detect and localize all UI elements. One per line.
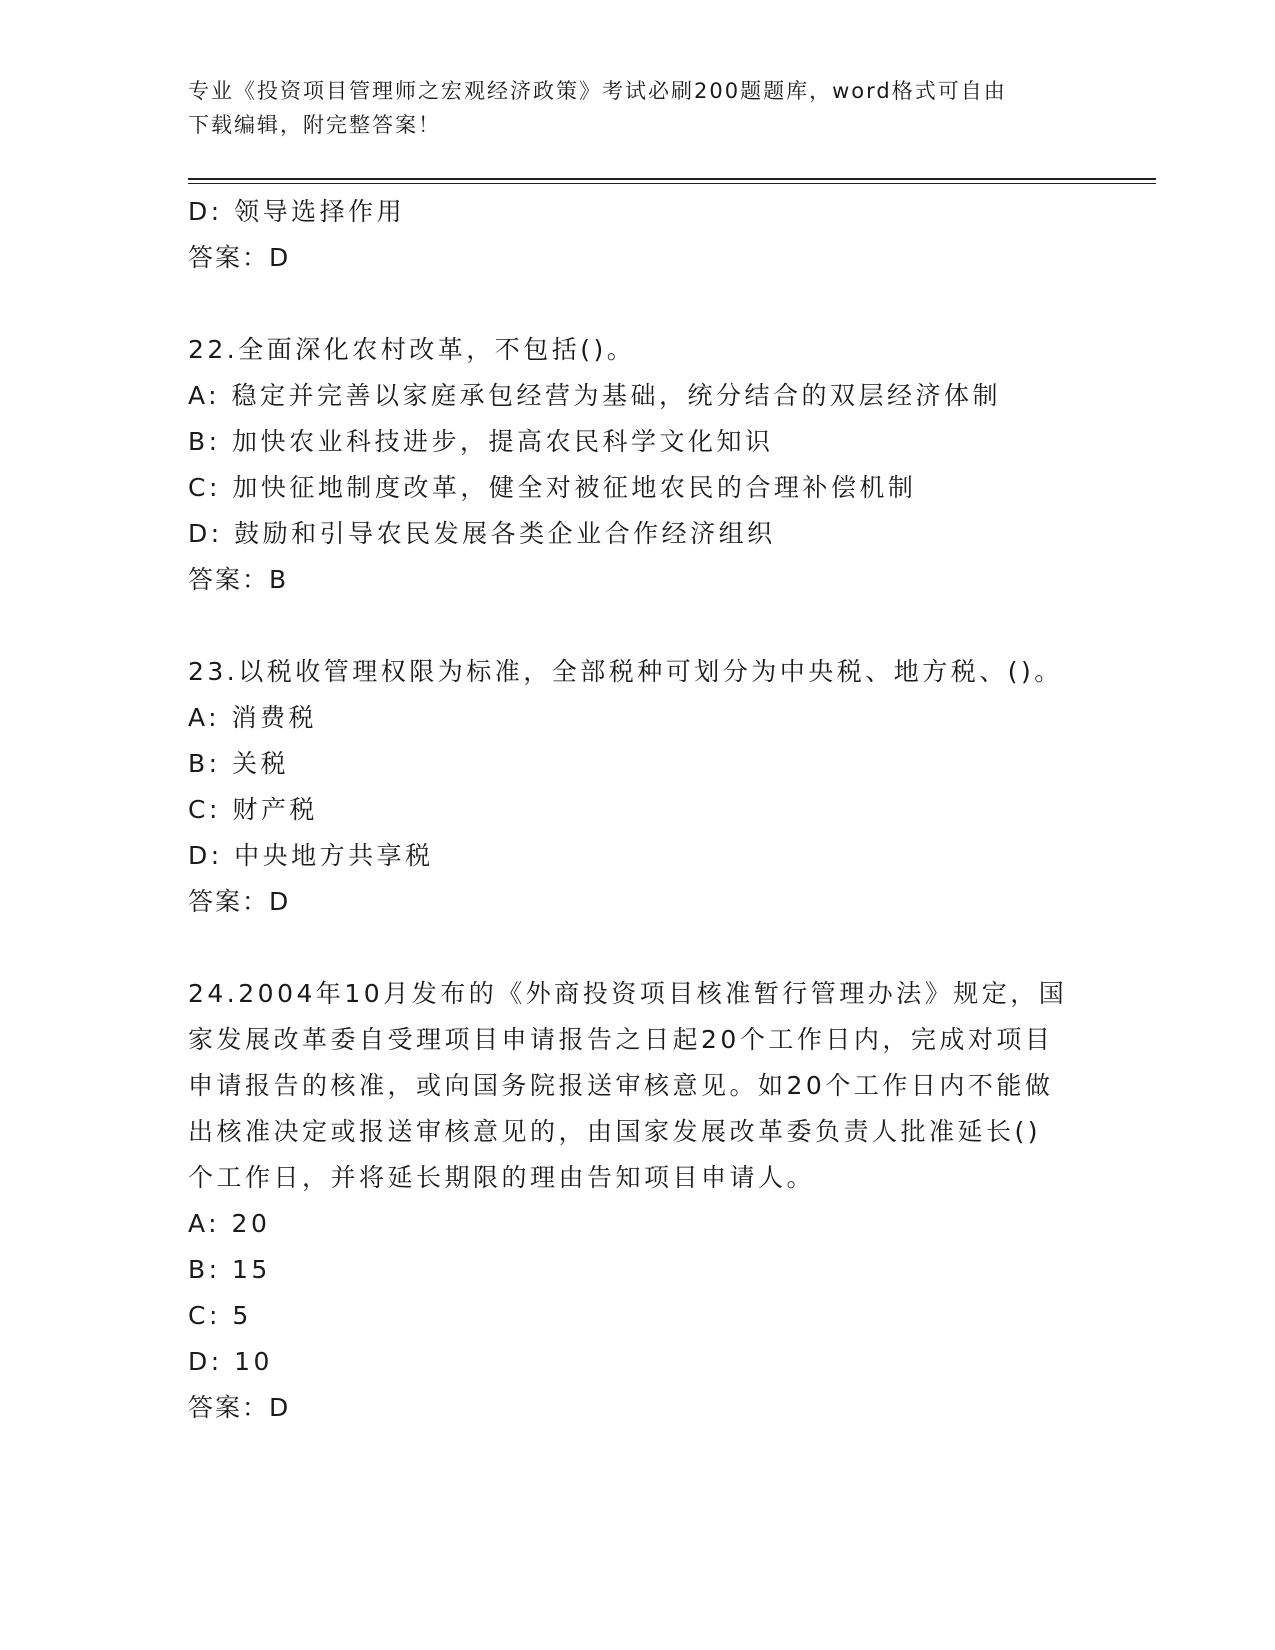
option-a: A: 稳定并完善以家庭承包经营为基础，统分结合的双层经济体制 [188, 381, 1002, 410]
option-c: C: 5 [188, 1301, 252, 1330]
question-text-line-2: 家发展改革委自受理项目申请报告之日起20个工作日内，完成对项目 [188, 1025, 1054, 1054]
answer-line: 答案：D [188, 243, 291, 272]
header-divider-thin [188, 183, 1156, 184]
question-text-line-1: 24.2004年10月发布的《外商投资项目核准暂行管理办法》规定，国 [188, 979, 1068, 1008]
question-text-line-3: 申请报告的核准，或向国务院报送审核意见。如20个工作日内不能做 [188, 1071, 1054, 1100]
option-b: B: 加快农业科技进步，提高农民科学文化知识 [188, 427, 774, 456]
question-24 [188, 971, 1088, 1431]
option-c: C: 财产税 [188, 795, 318, 824]
option-b: B: 15 [188, 1255, 271, 1284]
answer-line: 答案：D [188, 1393, 291, 1422]
question-text-line-4: 出核准决定或报送审核意见的，由国家发展改革委负责人批准延长() [188, 1117, 1042, 1146]
document-header [188, 74, 1088, 142]
answer-line: 答案：D [188, 887, 291, 916]
option-d: D: 领导选择作用 [188, 197, 406, 226]
spacer [188, 281, 1088, 327]
option-a: A: 消费税 [188, 703, 318, 732]
question-23 [188, 649, 1088, 925]
question-22 [188, 327, 1088, 603]
question-list [188, 189, 1088, 1431]
option-b: B: 关税 [188, 749, 290, 778]
answer-line: 答案：B [188, 565, 289, 594]
question-text: 22.全面深化农村改革，不包括()。 [188, 335, 636, 364]
header-line-2: 下载编辑，附完整答案！ [188, 113, 441, 137]
spacer [188, 925, 1088, 971]
option-d: D: 中央地方共享税 [188, 841, 434, 870]
spacer [188, 603, 1088, 649]
option-d: D: 10 [188, 1347, 273, 1376]
option-d: D: 鼓励和引导农民发展各类企业合作经济组织 [188, 519, 776, 548]
header-divider-thick [188, 178, 1156, 180]
header-line-1: 专业《投资项目管理师之宏观经济政策》考试必刷200题题库，word格式可自由 [188, 79, 1007, 103]
question-text-line-5: 个工作日，并将延长期限的理由告知项目申请人。 [188, 1163, 816, 1192]
option-c: C: 加快征地制度改革，健全对被征地农民的合理补偿机制 [188, 473, 917, 502]
option-a: A: 20 [188, 1209, 271, 1238]
question-text: 23.以税收管理权限为标准，全部税种可划分为中央税、地方税、()。 [188, 657, 1063, 686]
